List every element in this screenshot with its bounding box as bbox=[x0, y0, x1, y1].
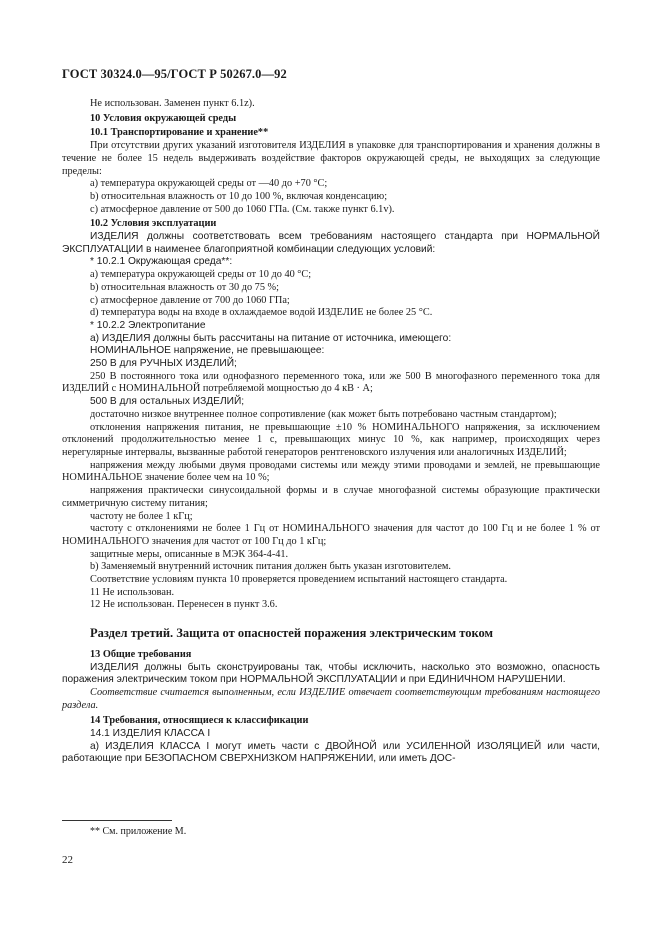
paragraph: 250 В для РУЧНЫХ ИЗДЕЛИЙ; bbox=[90, 358, 237, 370]
paragraph: а) ИЗДЕЛИЯ должны быть рассчитаны на питание от источника, имеющего: bbox=[90, 332, 452, 344]
paragraph: напряжения практически синусоидальной формы и в случае многофазной системы образующие практически симметричную систему питания; bbox=[62, 485, 600, 509]
paragraph: а) ИЗДЕЛИЯ КЛАССА I могут иметь части с ДВОЙНОЙ или УСИЛЕННОЙ ИЗОЛЯЦИЕЙ или части, работающие при БЕЗОПАСНОМ СВЕРХНИЗКОМ НАПРЯЖЕНИИ, или иметь ДОС- bbox=[62, 740, 600, 765]
subsection-heading: 10.2 Условия эксплуатации bbox=[90, 218, 217, 230]
list-item: d) температура воды на входе в охлаждаемое водой ИЗДЕЛИЕ не более 25 °С. bbox=[90, 307, 433, 319]
paragraph: * 10.2.1 Окружающая среда**: bbox=[90, 256, 233, 268]
paragraph: Соответствие условиям пункта 10 проверяется проведением испытаний настоящего стандарта. bbox=[90, 574, 508, 586]
list-item: а) температура окружающей среды от 10 до 40 °С; bbox=[90, 269, 312, 281]
list-item: с) атмосферное давление от 500 до 1060 ГПа. (См. также пункт 6.1v). bbox=[90, 203, 395, 215]
paragraph: 500 В для остальных ИЗДЕЛИЙ; bbox=[90, 396, 245, 408]
section-heading: 10 Условия окружающей среды bbox=[90, 112, 237, 124]
compliance-note: Соответствие считается выполненным, если ИЗДЕЛИЕ отвечает соответствующим требованиям настоящего раздела. bbox=[62, 686, 600, 711]
paragraph: b) Заменяемый внутренний источник питания должен быть указан изготовителем. bbox=[90, 561, 451, 573]
paragraph: частоту с отклонениями не более 1 Гц от НОМИНАЛЬНОГО значения для частот до 100 Гц и не более 1 % от НОМИНАЛЬНОГО значения для частот от 100 Гц до 1 кГц; bbox=[62, 523, 600, 547]
section-heading: 14 Требования, относящиеся к классификации bbox=[90, 715, 309, 727]
list-item: а) температура окружающей среды от —40 до +70 °С; bbox=[90, 178, 328, 190]
part-heading: Раздел третий. Защита от опасностей поражения электрическим током bbox=[90, 626, 494, 641]
footnote-divider bbox=[62, 820, 172, 821]
page-number: 22 bbox=[62, 854, 73, 866]
paragraph: частоту не более 1 кГц; bbox=[90, 510, 193, 522]
list-item: с) атмосферное давление от 700 до 1060 ГПа; bbox=[90, 294, 290, 306]
footnote: ** См. приложение М. bbox=[90, 826, 187, 837]
paragraph: напряжения между любыми двумя проводами системы или между этими проводами и землей, не превышающие НОМИНАЛЬНОЕ значение более чем на 10 %; bbox=[62, 459, 600, 484]
paragraph: * 10.2.2 Электропитание bbox=[90, 319, 206, 331]
paragraph: При отсутствии других указаний изготовителя ИЗДЕЛИЯ в упаковке для транспортирования и хранения должны в течение не более 15 недель выдерживать воздействие факторов окружающей среды, не выходящих за следующие пределы: bbox=[62, 140, 600, 177]
section-heading: 13 Общие требования bbox=[90, 648, 192, 660]
paragraph: отклонения напряжения питания, не превышающие ±10 % НОМИНАЛЬНОГО напряжения, за исключением отклонений продолжительностью менее 1 с, превышающих минус 10 %, как например, происходящих через нерегулярные интервалы, вызванные работой генераторов рентгеновского излучения или аналогичных ИЗДЕЛИЙ; bbox=[62, 421, 600, 458]
paragraph: НОМИНАЛЬНОЕ напряжение, не превышающее: bbox=[90, 345, 325, 357]
subsection-heading: 14.1 ИЗДЕЛИЯ КЛАССА I bbox=[90, 728, 211, 740]
paragraph: 11 Не использован. bbox=[90, 586, 175, 598]
paragraph: 12 Не использован. Перенесен в пункт 3.6. bbox=[90, 599, 278, 611]
paragraph: защитные меры, описанные в МЭК 364-4-41. bbox=[90, 548, 289, 560]
paragraph: ИЗДЕЛИЯ должны соответствовать всем требованиям настоящего стандарта при НОРМАЛЬНОЙ ЭКСПЛУАТАЦИИ в наименее благоприятной комбинации следующих условий: bbox=[62, 231, 600, 255]
paragraph: 250 В постоянного тока или однофазного переменного тока, или же 500 В многофазного переменного тока для ИЗДЕЛИЙ с НОМИНАЛЬНОЙ потребляемой мощностью до 4 кВ · А; bbox=[62, 370, 600, 395]
paragraph: ИЗДЕЛИЯ должны быть сконструированы так, чтобы исключить, насколько это возможно, опасность поражения электрическим током при НОРМАЛЬНОЙ ЭКСПЛУАТАЦИИ и при ЕДИНИЧНОМ НАРУШЕНИИ. bbox=[62, 661, 600, 686]
list-item: b) относительная влажность от 30 до 75 %; bbox=[90, 281, 279, 293]
paragraph: достаточно низкое внутреннее полное сопротивление (как может быть потребовано частным стандартом); bbox=[90, 408, 557, 420]
subsection-heading: 10.1 Транспортирование и хранение** bbox=[90, 127, 269, 139]
paragraph: Не использован. Заменен пункт 6.1z). bbox=[90, 98, 255, 109]
document-body bbox=[62, 98, 600, 766]
standard-header: ГОСТ 30324.0—95/ГОСТ Р 50267.0—92 bbox=[62, 67, 287, 81]
list-item: b) относительная влажность от 10 до 100 %, включая конденсацию; bbox=[90, 190, 388, 202]
